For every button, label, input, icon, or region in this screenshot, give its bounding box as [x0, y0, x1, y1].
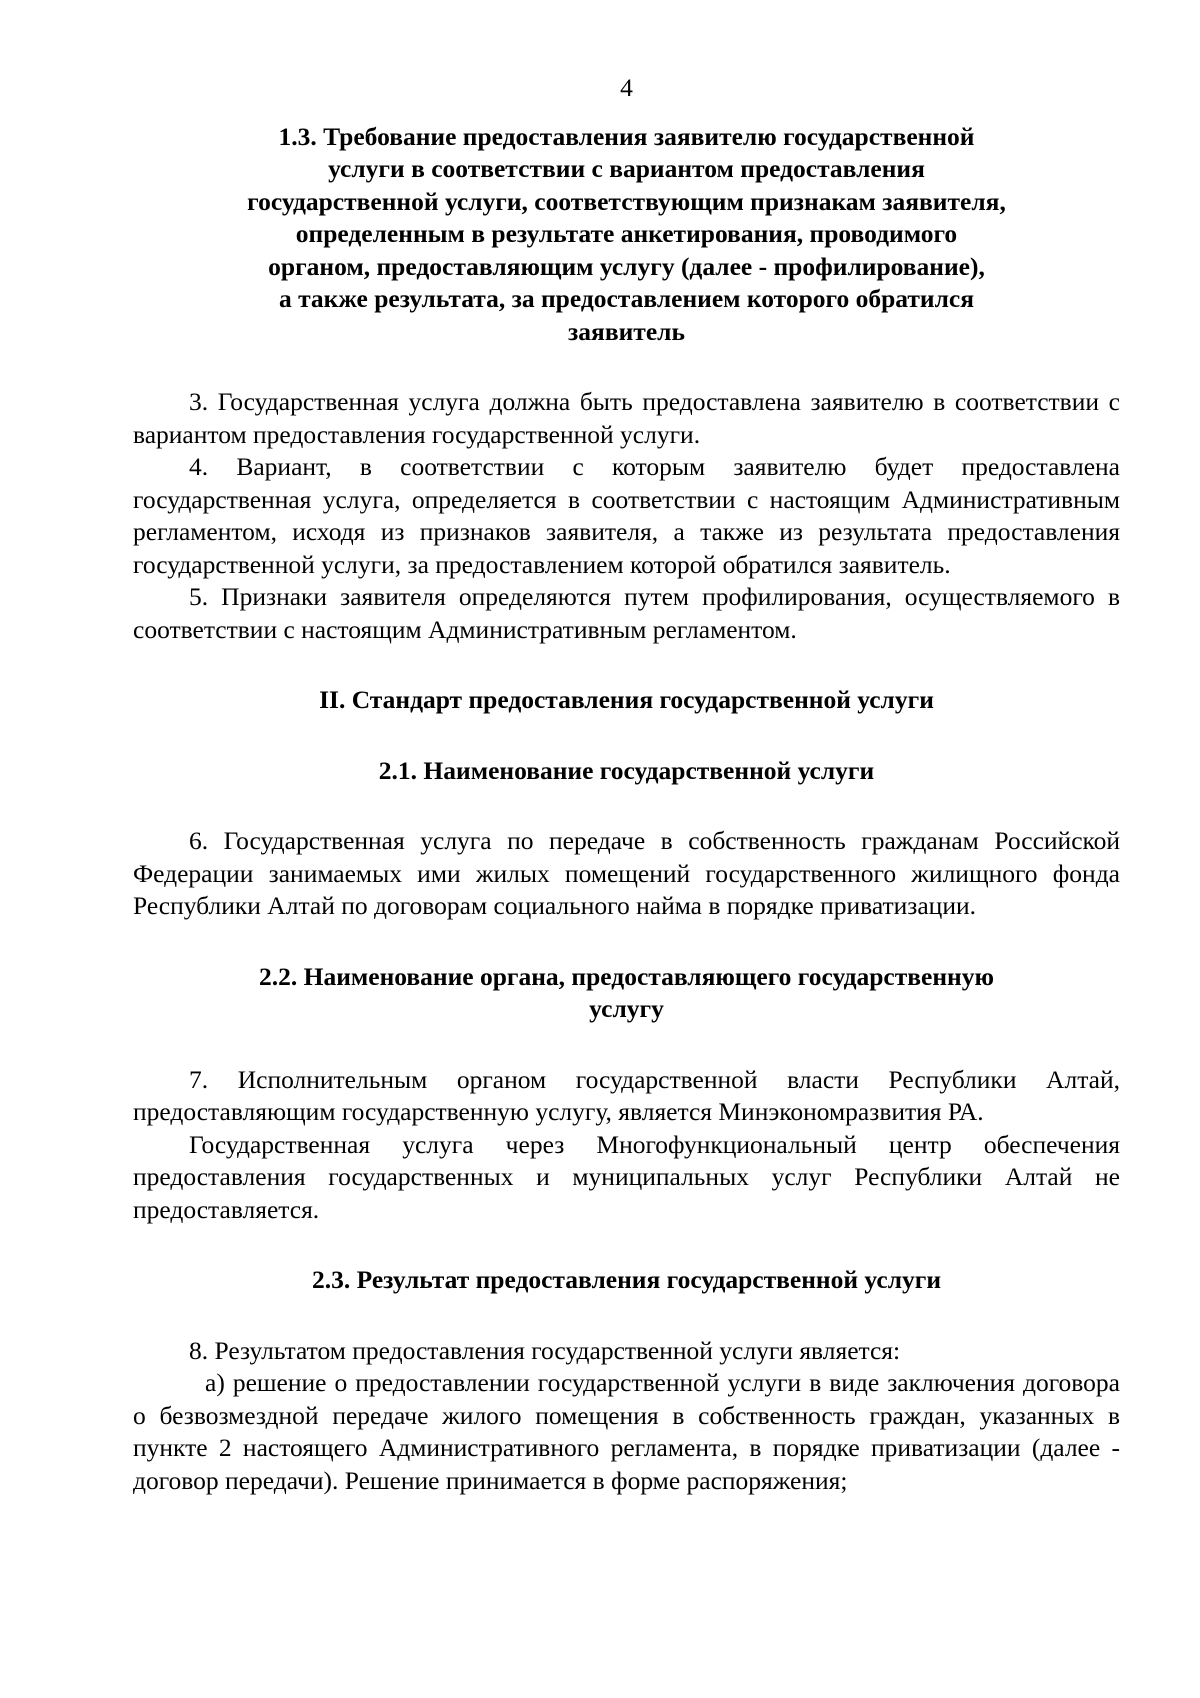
paragraph-8: 8. Результатом предоставления государственной услуги является:: [189, 1335, 901, 1365]
heading-line: государственной услуги, соответствующим признакам заявителя,: [247, 186, 1006, 216]
heading-line: а также результата, за предоставлением которого обратился: [278, 284, 975, 313]
paragraph-3: 3. Государственная услуга должна быть предоставлена заявителю в соответствии с вариантом предоставления государственной услуги.: [133, 387, 1120, 449]
heading-line: заявитель: [568, 316, 685, 346]
paragraph-4: 4. Вариант, в соответствии с которым заявителю будет предоставлена государственная услуга, определяется в соответствии с настоящим Административным регламентом, исходя из признаков заявителя, а также из результата предоставления государственной услуги, за предоставлением которой обратился заявитель.: [133, 452, 1120, 579]
heading-line: услуги в соответствии с вариантом предоставления: [328, 154, 925, 183]
heading-line: 1.3. Требование предоставления заявителю государственной: [278, 121, 975, 151]
heading-line: органом, предоставляющим услугу (далее - профилирование),: [268, 251, 985, 281]
page-number: 4: [620, 73, 633, 102]
chapter-2-heading: II. Стандарт предоставления государственной услуги: [319, 685, 934, 714]
paragraph-6: 6. Государственная услуга по передаче в собственность гражданам Российской Федерации занимаемых ими жилых помещений государственного жилищного фонда Республики Алтай по договорам социального найма в порядке приватизации.: [133, 826, 1120, 920]
paragraph-5: 5. Признаки заявителя определяются путем профилирования, осуществляемого в соответствии с настоящим Административным регламентом.: [133, 582, 1120, 644]
section-1-3-heading: [133, 121, 1120, 349]
paragraph-7-continued: Государственная услуга через Многофункциональный центр обеспечения предоставления государственных и муниципальных услуг Республики Алтай не предоставляется.: [133, 1129, 1120, 1224]
paragraph-8-a: а) решение о предоставлении государственной услуги в виде заключения договора о безвозмездной передаче жилого помещения в собственность граждан, указанных в пункте 2 настоящего Административного регламента, в порядке приватизации (далее - договор передачи). Решение принимается в форме распоряжения;: [133, 1368, 1120, 1495]
heading-line: определенным в результате анкетирования, проводимого: [295, 219, 958, 248]
document-page: [133, 72, 1120, 1497]
heading-line: услугу: [589, 994, 664, 1023]
section-2-2-heading: [133, 961, 1120, 1026]
section-2-3-heading: 2.3. Результат предоставления государственной услуги: [311, 1265, 942, 1294]
heading-line: 2.2. Наименование органа, предоставляющего государственную: [258, 961, 994, 991]
paragraph-7: 7. Исполнительным органом государственной власти Республики Алтай, предоставляющим государственную услугу, является Минэкономразвития РА.: [133, 1064, 1120, 1126]
section-2-1-heading: 2.1. Наименование государственной услуги: [378, 755, 875, 785]
